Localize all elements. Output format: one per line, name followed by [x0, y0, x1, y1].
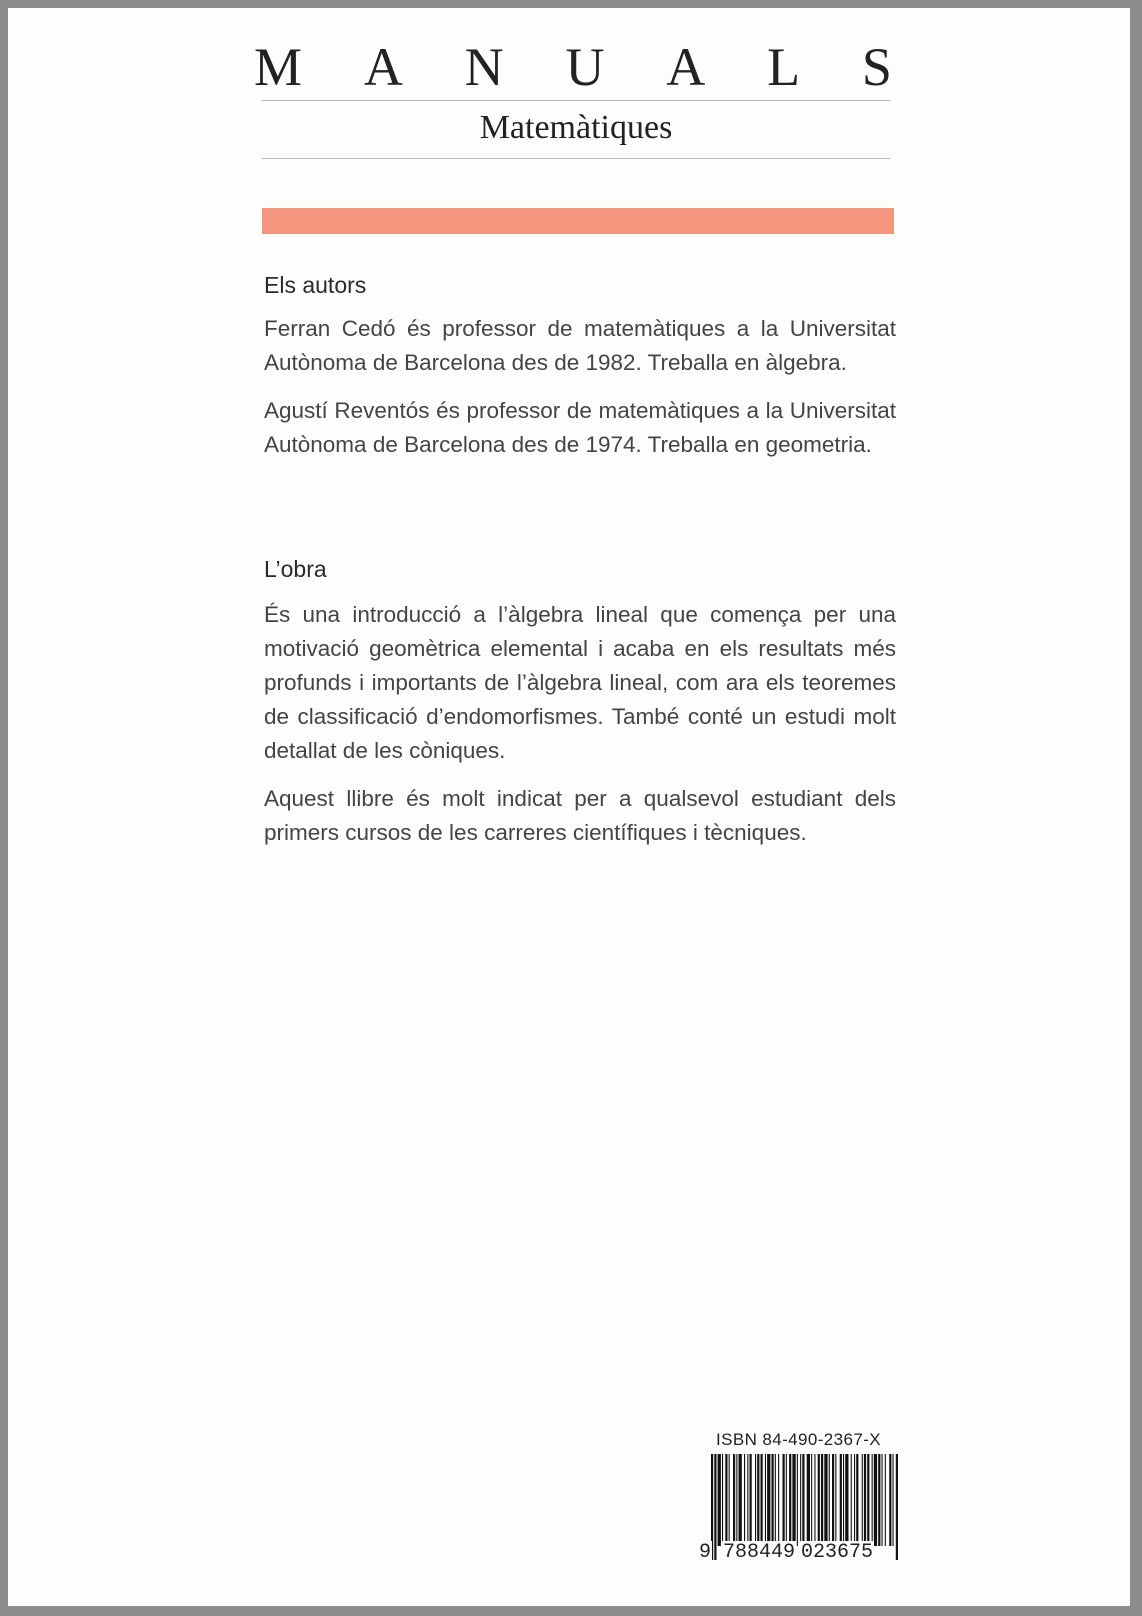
work-heading: L’obra [264, 556, 327, 582]
series-letter: S [861, 37, 892, 97]
series-letter: L [767, 37, 801, 97]
series-title [254, 36, 892, 98]
work-paragraph-description: És una introducció a l’àlgebra lineal que comença per una motivació geomètrica elemental i acaba en els resultats més profunds i importants de l’àlgebra lineal, com ara els teoremes de classificació d’endomorfismes. També conté un estudi molt detallat de les còniques. [264, 602, 896, 763]
ean-left-group: 788449 [723, 1541, 796, 1564]
ean-number [698, 1542, 874, 1564]
work-paragraph-audience: Aquest llibre és molt indicat per a qualsevol estudiant dels primers cursos de les carreres científiques i tècniques. [264, 786, 896, 845]
accent-band [262, 208, 894, 234]
series-letter: A [666, 37, 706, 97]
series-letter: U [565, 37, 605, 97]
author-paragraph-cedo: Ferran Cedó és professor de matemàtiques a la Universitat Autònoma de Barcelona des de 1982. Treballa en àlgebra. [264, 316, 896, 375]
header-rule-top [262, 100, 890, 101]
book-back-cover [8, 8, 1130, 1606]
header-rule-bottom [262, 158, 890, 159]
subject-title: Matemàtiques [479, 109, 673, 146]
ean-right-group: 023675 [801, 1541, 874, 1564]
author-paragraph-reventos: Agustí Reventós és professor de matemàtiques a la Universitat Autònoma de Barcelona des de 1974. Treballa en geometria. [264, 398, 896, 457]
series-letter: N [464, 37, 504, 97]
series-letter: M [254, 37, 303, 97]
ean-first-digit: 9 [699, 1541, 712, 1564]
authors-heading: Els autors [264, 272, 367, 298]
isbn-label: ISBN 84-490-2367-X [716, 1430, 882, 1449]
series-letter: A [363, 37, 403, 97]
